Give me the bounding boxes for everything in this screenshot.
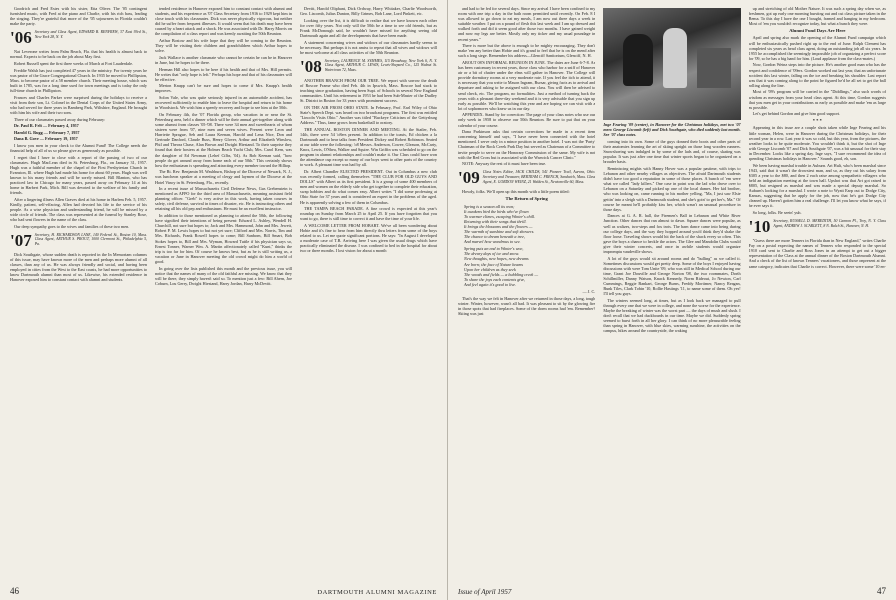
class-note-paragraph: Nat Leverone writes from Palm Beach, Fla. that his health is almost back to normal. Expects to be back on the job about May first.	[10, 49, 147, 60]
class-note-paragraph: Appearing in this issue are a couple shots taken while Inge Fearing and his little woman, Helen, were in Hanover during the Christmas holidays, for their second year in a row. Last year it was so cold, but this year, from the pictures, the weather looks to be quite moderate. You wouldn't think it, but the shot of Inge with George Liscomb '07 and Dick Southgate '07, was a bit unusual for their stay in December. Looks like a spring day. Inge says, "I sure recommend the idea of spending Christmas holidays in Hanover." Sounds good, eh, son.	[748, 125, 886, 162]
class-note-paragraph: Freddie Walsh has just completed 47 years in the ministry. For twenty years he was pastor of the Grace Congregational Church. In 1935 he moved to Phillipston, Mass. to become pastor of a 58 member church. Their meeting house, which was built in 1785, was for a long time used for town meetings and is today the only full-time church in Phillipston.	[10, 67, 147, 94]
class-note-paragraph: and had to be fed for several days. Since my arrival I have been confined to my room with one trip a day in the bath room permitted until recently. On Feb. 8 I was allowed to go down to eat my meals, I am now out three days a week in suitable weather. I put on a pound of flesh this last week and I am up dressed and walked forth and did it seem good after those two months. I have gained weight and now my legs are better. Mostly only my ticker and my usual poundage in recent years."	[458, 6, 596, 42]
class-officers: Secretary, RUSSELL D. MEREDITH, 50 Cannon Pl., Troy, N. Y. Class Agent, ANDREW J. SCARLETT, 8 N. Balch St., Hanover, N. H.	[773, 219, 886, 228]
page-number: 46	[10, 586, 19, 596]
class-note-paragraph: Dances at G. A. R. hall, the Firemen's Ball in Lebanon and White River Junction. Other dances that ran almost to dawn. Square dances were popular, as well as waltzes, two-steps and fox trots. The barn dance came into being during our college days, and the way they hopped around you'd think they'd shake the floor loose. Traveling shows would hit the back of the shack every so often. This gave the boys a chance to heckle the actors. The Glee and Mandolin Clubs would give their winter concerts, and once in awhile students would organize impromptu vaudeville shows.	[603, 213, 741, 254]
class-note-paragraph: Arthur Bostow and his wife hope that they will be coming to the Reunion. They will be visiting their children and grandchildren which Arthur hopes to solve.	[155, 38, 292, 54]
class-heading-07	[10, 230, 147, 250]
class-note-paragraph: THE TAMPA BEACH PARADE. A fine crowd is expected at this year's roundup on Sunday from March 25 to April 25. If you have forgotten that you want to go, there is still time to correct it and have the time of your life.	[300, 206, 437, 222]
class-year: '07	[10, 230, 32, 250]
photo-figure-center	[663, 28, 687, 88]
class-note-paragraph: So long, folks. Be seein' yuh.	[752, 209, 802, 215]
class-note-paragraph: Reminiscing mights with Hanny Hover was a popular pastime, with trips to Lebanon and other nearby villages as objectives. The afraid Dartmouth students didn't have too good a reputation in some of those places. A bunch of 'em were what we called "lady killers." One case in point was the lad who drove over to Lebanon on a Saturday and picked up one of the local dames. Her kid brother, who was looking on, came running to his mother yelling, "Ma, I just saw Elsie gettin' into a sleigh with a Dartmouth student, and she's goin' to get her's, Ma." Of course he meant he'll probably kiss her, which wasn't an unusual procedure in those days.	[603, 165, 741, 212]
class-note-paragraph: Jack Wallace is another classmate who cannot be certain he can be in Hanover in June, but he hopes to be there.	[155, 54, 292, 65]
class-note-paragraph: Howdy, folks. We'll open up this month with a little poem titled:	[462, 189, 570, 195]
class-note-paragraph: ABOUT 08'S INFORMAL REUNION IN JUNE. The dates are June 6-7-8. As has been customary in recent years, those class who harbor for a sniff of Hanover air or a bit of chatter under the elms will gather in Hanover. The College will provide dormitory rooms at a very moderate rate. If you feel the itch to attend, it is necessary that you write to Mason Ingram, Bursar, giving facts as to arrival and departure and asking to be assigned with our class. You will then be advised to send check, etc. The program, no formalities. Just a method of turning back the years with a pleasant three-day weekend and it is very advisable that you sign up early as possible. We'll be watching this year and are hoping we can visit with a lot of sophomores who knew us in our day.	[458, 59, 596, 111]
photo-figure-right	[697, 48, 731, 88]
class-note-paragraph: Goodrich and Fred Estes with his sister, Etta Oliver. The '05 contingent furnished music, with Fred at the piano and Charlie, with his rich bass, leading the singing. They're grateful that more of the '05 sojourners in Florida couldn't make the party.	[10, 6, 147, 27]
right-page	[448, 0, 896, 600]
class-note-paragraph: up and stretching of old Mother Nature. It was such a spring day when we, as freshmen, got up early one morning bursting out and cut class picture taken in the Bema. To this day I have the one I bought, framed and hanging in my bedroom. Most of 'em you wouldn't recognize today, but what a bunch they were.	[748, 6, 886, 27]
poem-line: The woods and fields — a bubbling creek —	[464, 271, 539, 277]
right-column-2	[603, 6, 740, 578]
class-year: '08	[300, 56, 322, 76]
poem-line: Returning with their songs that thrill.	[464, 218, 527, 224]
class-note-paragraph: Dr. Albert Chandler ELECTED PRESIDENT. Out in Columbus a new club was recently formed, calling themselves "THE CLUB FOR OLD GUYS AND DOLLS" with Albert as its first president. It is a group of some 400 members of men and women on the elderly side who get together to complete their education, swap hobbies and do what comes easy. Albert writes "I did some professing at Ohio State for 37 years and is considered an expert in the problems of the aged. He is apparently solving a few of them in Columbus.	[300, 168, 437, 205]
class-note-paragraph: Merton Knapp can't be sure and hopes to come if Mrs. Knapp's health improves.	[155, 83, 292, 94]
class-officers: Class Notes Editor, JACK CHILDS, 541 Pioneer Trail, Aurora, Ohio. Secretary and Treasurer, BERTRAM C. FRENCH, Sandwich, Mass. Class Agent, E. GORDON WEINZ, 21 Walden St., Newtonville 60, Mass.	[482, 170, 596, 184]
poem-line: Upon her children as they seek	[464, 266, 516, 272]
class-officers: Secretary, LAURENCE M. SYMMES, 115 Broadway, New York 6, N. Y. Class Agent, ARTHUR C. LEWIS, Lewis-Shepard Co., 125 Walnut St. Watertown 72, Mass.	[324, 58, 437, 73]
section-divider: * * *	[812, 118, 822, 124]
poem-author: — J. C.	[582, 289, 596, 294]
class-note-paragraph: Our deep sympathy goes to the wives and families of these two men.	[14, 223, 130, 229]
class-heading-06	[10, 30, 147, 46]
class-note-paragraph: Frances and Charles Parker were surprised during the holidays to receive a visit from their son, Lt. Colonel in the Dental Corps of the United States Army, who had served for three years in Bamberg Park, Wiltshire, England. He brought with him his wife and their two sons.	[10, 94, 147, 115]
left-column-3	[300, 6, 437, 578]
poem-line: And feel again it's good to live.	[464, 281, 517, 287]
class-note-paragraph: APPENDIX. Stand by for correction: The page of your class notes who use our only week in 1958 to observe our 50th Reunion. Be sure to put that on your calendar of your course.	[458, 112, 596, 128]
class-note-paragraph: We been having marshal trouble in Auburn. Ari Hult, who's been marshal since 1943, said that it wasn't the drowsiest man, and so, as they cut his salary from $305 a year to the $80, and then 2 each raise among sympathetic villagers who held an indignation meeting at the town hall. Upshot was that Art got raised to $805, but resigned as marshal and was made a special deputy marshal. So Auburn's looking for a marshal. I wrote a note to Wyatt Earp out to Dodge City, Kansas, suggesting that he apply for the job, now that he's got Dodge City cleaned up. Haven't gotten him a real challenge. I'll let you know what he says, if he ever says it.	[748, 162, 886, 209]
class-note-paragraph: After a lingering illness Allen Graves died at his home in Harlem Feb. 5, 1957. Kindly, patient, self-effacing, Allen had devoted his life to the service of his people. As a wise physician and understanding friend, he will be missed by a wide circle of friends. The class was represented at the funeral by Stanley Rose, who had sent flowers in the name of the class.	[10, 196, 147, 223]
left-column-1	[10, 6, 147, 578]
poem-line: Are born; the face of Nature beams	[464, 261, 524, 267]
issue-date: Issue of April 1957	[458, 588, 512, 596]
poem-line: New thoughts, new hopes, new dreams	[464, 256, 529, 262]
class-year: '06	[10, 28, 32, 48]
poem-line: It awakens bird the birds who've flown	[464, 208, 529, 214]
left-column-2	[155, 6, 292, 578]
class-note-paragraph: Dick Southgate, whose sudden death is reported in the In Memoriam columns of this issue, may have known more of the men and perhaps more alumni of all classes, than any of us. He was always friendly and social, and having been employed in cities from the West to the East coasts, he had more opportunities to know Dartmouth alumni than most of us. Likewise, his extended residence in Hanover exposed him to constant contact with alumni and students.	[10, 251, 147, 283]
obituary-line: Dr. Paul R. Felt — February 4, 1957	[14, 123, 79, 129]
class-note-paragraph: The Rt. Rev. Benjamin M. Washburn, Bishop of the Diocese of Newark, N. J., was luncheon speaker at a meeting of clergy and laymen of the Diocese at the Hotel Vinoy in St. Petersburg, Fla., recently.	[155, 169, 292, 185]
photo-caption: Inge Fearing '09 (center), in Hanover for the Christmas holidays, met two '07 men: George Liscomb (left) and Dick Southgate, who died suddenly last month. See '07 class notes.	[603, 122, 741, 137]
class-note-paragraph: A statement concerning wives and widows of our classmates hardly seems to be necessary. But perhaps it is not amiss to repeat that all wives and widows will be most welcome at all class activities of the 50th Reunion.	[300, 39, 437, 55]
class-year: '10	[748, 217, 771, 237]
class-heading-10	[749, 219, 886, 235]
class-note-paragraph: April and spring also mark the opening of the Alumni Fund campaign which will be enthusiastically pushed right up to the end of June. Ralph Clement has completed six years as head class agent, doing an outstanding job all six years. In 1955 he accomplished the seemingly impossible job of organizing a perfect score for '09, so he has a big hand for him. (Loud applause from the class-mates.)	[748, 35, 886, 61]
class-note-paragraph: THE ANNUAL BOSTON DINNER AND MEETING. At the Statler, Feb. 14th, there were 54 'o8ers present. In addition to the toasts, Ed chicken a la Dartmouth and to hear talks from President Dickey and Robert Robinson. Seated at our table were the following: 'o8 Messrs. Anderson, Cowee, Gleason, McCarty, Knox, Lewis, O'Shea, Walker and Squire. Win Griffin was scheduled to go on the program in alumni relationships and couldn't make it. Our Class could have won the attendance cup except so many of our boys went to other parts of the country to work. A pleasant time was had by all.	[300, 126, 437, 168]
class-heading-09	[458, 170, 595, 186]
obituary-line: Harold G. Rugg — February 7, 1957	[14, 129, 80, 135]
class-note-paragraph: In going over the lists published this month and the previous issue, you will notice that the names of many of the old faithful are missing. We know that they will be there, they simply haven't said so. To mention just a few: Bill Ahern, Joe Coburn, Lou Gerry, Dwight Hiestand, Harry Jordan, Harry McDevitt.	[155, 265, 292, 286]
right-column-3	[749, 6, 886, 578]
class-note-paragraph: NOTE: Anyway the rest of it must have been true.	[462, 161, 547, 167]
class-note-paragraph: I know you men in your check to the Alumni Fund! The College needs the financial help of all of us so please give as generously as possible.	[10, 142, 147, 153]
poem-line: To share the joys each contents give,	[464, 276, 526, 282]
poem-line: To warmer climes, escaping Winter's chill.	[464, 213, 536, 219]
poem-title: The Return of Spring	[505, 196, 548, 202]
class-note-paragraph: In a recent issue of Massachusetts Civil Defense News, Gus Grebenstein is mentioned as AFPO for the third area of Massachusetts, meaning assistant field planning officer. "Greb" is very active in this work, having taken courses in safety, civil defense, survival in times of disaster, etc. He is instructing others and retaining all his old pep and enthusiasm. He must be an excellent instructor.	[155, 186, 292, 212]
poem-line: Spring puts an end to Winter's woe,	[464, 246, 524, 252]
class-note-paragraph: In addition to those mentioned as planning to attend the 50th, the following have signified their intentions of being present: Edward L. Ashley, Wendell H. Churchill, not sure but hopes to; Jack and Mrs. Hammond, John and Mrs. Jewett, Robert P. M. Lewis hopes to but not yet sure; Clifford and Mrs. Norris, Tim and Mrs. Richards, Frank Rowell hopes to come; Bill Sanborn, Bill Smart, Bob Stokes hopes to, Bill and Mrs. Wyman, Howard Tuttle if his physician says so, Ernest Tonner, Warner Wm. A. Martin affectionately called "Kunt," thinks the trip is too far for him. Of course he knows best, but as he is still writing us, a vacation or June in Hanover meeting the old crowd might do him a world of good.	[155, 213, 292, 264]
class-note-paragraph: ON THE AIR FROM OHIO STATE. In February, Prof. Earl Wiley of Ohio State's Speech Dept. was heard on two broadcast programs. The first was entitled "Lincoln Visits Ohio." Another was titled "Buckeye Criticism of the Gettysburg Address." Thus, fame grows from basketball to oratory.	[300, 104, 437, 126]
class-note-paragraph: coming into its own. Some of the guys donned their boots and other parts of their anatomies learning the art of skiing upright on those long wooden runners. Snowshoeing was indulged in by some of the lads and, of course, skating was popular. It was just after one time that winter sports began to be organized on a broader basis.	[603, 139, 741, 165]
poem-line: The dreary days of ice and snow.	[464, 251, 520, 257]
class-note-paragraph: On February 4th, the '07 Florida group, who vacation in or near the St. Petersburg area, held a dinner which will be their annual get-together along with some alumni from classes '05-'08. There were 34 men and sweethearts of whom sixteen were from '07, nine men and seven wives. Present were Leon and Harriette Sprague, Seb and Laura Keenan, Harold and Lena Nice, Don and Gertrude Danford, Claude Buss, Henry Glover, Arthur and Elizabeth Winslow, Phil and Theora Chase, Alan Brown and Dwight Hiestand. To their surprise they found that their hostess at the Holmes Beach Yacht Club, Mrs. Carol Kern, was the daughter of Ed Newman (Lehef Cilbs, '04). As Bob Keenan said, "how people do get around away from home each of our 50th." This certainly shows how the enthusiasm is spreading and attracting every member toward the Hilltop.	[155, 111, 292, 168]
class-note-paragraph: The winters seemed long, at times, but as I look back we managed to pull through every one that we were in college, and none the worse for the experience. Maybe the breaking of winter was the worst part — the days of mush and slush. I don't recall that we had duckboards in our time. Maybe we did. Suddenly spring seemed to burst forth in all her glory. I can think of no more pleasurable feeling than spring in Hanover, with blue skies, warming sunshine, the activities on the campus, hikes around the countryside, the waking	[603, 297, 741, 334]
class-note-paragraph: Let's get behind Gordon and give him good support.	[752, 111, 841, 117]
section-subheading: Alumni Fund Days Are Here	[789, 28, 846, 34]
poem-line: Spring is a season all its own;	[464, 203, 515, 209]
class-note-paragraph: tended residence in Hanover exposed him to constant contact with alumni and students, and his experience as '07 Class Secretary from 1916 to 1929 kept him in close touch with his classmates. Dick was never physically vigorous, but neither did he suffer from frequent illnesses. It would seem that his death may have been caused by a heart attack and a shock. He was associated with Dr. Harry Morris on the compilation of a class report and was keenly awaiting the 50th Reunion.	[155, 6, 292, 37]
photo-figure-left	[623, 34, 653, 86]
class-note-paragraph: "Guess there are more Tenners in Florida than in New England," writes Charlie Fay on a postal expecting the names of Tenners who responded to the special 1910 card sent to Charlie and Ross Jones in an attempt to get out a bigger representation of the Class at the annual dinner of the Boston Dartmouth Alumni. And a check of the list of known Tenners' vacationers, and those onpresent at the same category, indicates that Charlie is correct. However, there were some '10 en-	[748, 238, 886, 269]
class-note-paragraph: Herman Hill also hopes to be here if his health and that of Mrs. Hill permits. He writes that "only hope is left." Perhaps his hope and that of his classmates will be effective.	[155, 66, 292, 82]
poem-line: And marvel how wondrous to see.	[464, 239, 521, 245]
class-note-paragraph: A lot of the guys would sit around rooms and do "bulling" as we called it. Sometimes discussions would get pretty deep. Some of the boys I enjoyed having discussions with were Tom Unite '09, who was still in Medical School during our time, Grant Joe Douville and George Norton '08, the two roommates, Dorth Schillmiller, Danny Watson, Knack Kennedy, Norm Rideout, Jo Newton, Carl Cummings, Reggie Bankart, George Burns, Freddy Mortimer, Nancy Reagan, Bunk Tiles, Clark Tobin '10, Rollie Hastings '11, to name some of them. Oh yes! I'll tell you guys.	[603, 255, 741, 297]
magazine-title: DARTMOUTH ALUMNI MAGAZINE	[317, 589, 437, 596]
poem-line: It brings the blossoms and the flowers —	[464, 223, 533, 229]
class-photo	[603, 8, 740, 120]
class-officers: Secretary, H. RICHARDSON LANE, 140 Federal St., Boston 10, Mass. Class Agent, ARTHUR S. PROUT, 1000 Clermont St., Philadelphia 5, Pa.	[34, 232, 147, 247]
class-note-paragraph: Three of our classmates passed away during February:	[14, 116, 106, 122]
class-note-paragraph: Robert Russell spent the first three weeks of March at Fort Lauderdale.	[14, 61, 134, 67]
poem-line: The warmth of sunshine and soft showers.	[464, 228, 535, 234]
class-note-paragraph: Now, Gordon Weinz steps into the picture. He's another good man who has the respect and confidence of '09ers. Gordon worked out last year, that an unfortunate accident this last winter, falling on the ice and breaking his shoulder. Last report was that it was coming along to the point he figured he'd be all set to get the ball rolling along the line.	[748, 62, 886, 88]
class-year: '09	[458, 168, 480, 188]
class-officers: Secretary and Class Agent, EDWARD B. RENFREW, 37 East 93rd St., New York 28, N. Y.	[34, 30, 147, 39]
class-note-paragraph: I regret that I have to close with a report of the passing of two of our classmates. Hugh MacLean died in St. Petersburg, Fla., on January 31, 1957. Hugh was a faithful member of the chapel of the First Presbyterian Church in Evanston, Ill. where Hugh had made his home for about 60 years. Hugh was well known to his many friends and will be sorely missed. Bill Blanton, who has practiced law in Chicago for many years, passed away on February 14 at his home in Harbert Park, Mich. Bill was devoted to the welfare of his family and friends.	[10, 154, 147, 196]
page-number: 47	[877, 586, 886, 596]
class-note-paragraph: Most of '09's program will be carried in the "Diddlings," also such words of wisdom as messages from your head class agent. At this time, Gordon suggests that you men get in your contributions as early as possible and make 'em as large as possible.	[748, 89, 886, 110]
class-note-paragraph: ANOTHER BRANCH FROM OUR TREE. We report with sorrow the death of Roscoe Frame who died Feb. 4th in Ipswich, Mass. Roscoe had stuck to teaching since graduation, having been Supt. of Schools in several New England communities. Until his retirement in 1953 he had been Sub-Master of the Dudley St. District in Boston for 33 years with prominent success.	[300, 77, 437, 104]
right-column-1	[458, 6, 595, 578]
class-note-paragraph: That's the way we felt in Hanover after we returned in those days, a long, tough winter. Winter, however, wasn't all bad. It was pleasant to sit by the glowing fire in those spots that had fireplaces. Some of the dorm rooms had 'em. Remember? Skiing was just	[458, 295, 596, 316]
obituary-line: Dana B. Gove — February 19, 1957	[14, 136, 78, 142]
poem-stanza-1	[464, 204, 595, 245]
poem-stanza-2	[464, 246, 595, 287]
class-heading-08	[300, 56, 437, 76]
class-note-paragraph: Solon Vale, who was quite seriously injured in an automobile accident, has recovered sufficiently to enable him to leave the hospital and return to his home in Woodstock. We wish him a speedy recovery and hope to see him at the 50th.	[155, 95, 292, 111]
class-note-paragraph: There is more but the above is enough to be mighty encouraging. They don't make 'em any better than Hobie and it's grand to feel that he is on the mend after such a long siege. Remember his address—Glenciff Sanitorium, Glenciff, N. H.	[458, 43, 596, 59]
left-page-footer	[10, 586, 437, 596]
class-note-paragraph: Dana Parkinson asks that certain corrections be made in a recent item concerning himself and says, "I have never been connected with the hotel mentioned. I serve only in a minor position in another hotel. I was not the 'Party' Chairman of the Rock Creek Park Day but served as Chairman of a Committee to invite people to serve on the Honorary Commission of the same. My wife is not with the Red Cross but is associated with the Warwick Cancer Clinic."	[458, 129, 596, 160]
poem-line: The chance to dream beneath a tree,	[464, 234, 525, 240]
class-note-paragraph: Looking over the list, it is difficult to realize that we have known each other for over fifty years. Not only will the 50th be a time to see old friends, but as Frank McDonough said, he wouldn't have missed for anything seeing old Dartmouth again and all the developments that have been made.	[300, 17, 437, 38]
right-page-footer	[458, 586, 886, 596]
class-note-paragraph: A WELCOME LETTER FROM HOBART. We've all been wondering about Hobie and it's fine to hear from him directly thru letters from some of the boys related to us. Let me quote significant portions. He says: "In August I developed a moderate case of T.B. Arriving here I was given the usual drugs which have practically eliminated the disease. I was confined to bed in the hospital for about two or three months. I lost vision for about a month	[300, 222, 437, 254]
class-note-paragraph: Devitt, Harold Oliphant, Dick Ordway, Harry Whitaker, Charlie Woodworth, Geo. Liscomb, Julius Dunton, Billy Grimes, Bob Lane, Lord Pinkett, etc.	[300, 6, 437, 17]
